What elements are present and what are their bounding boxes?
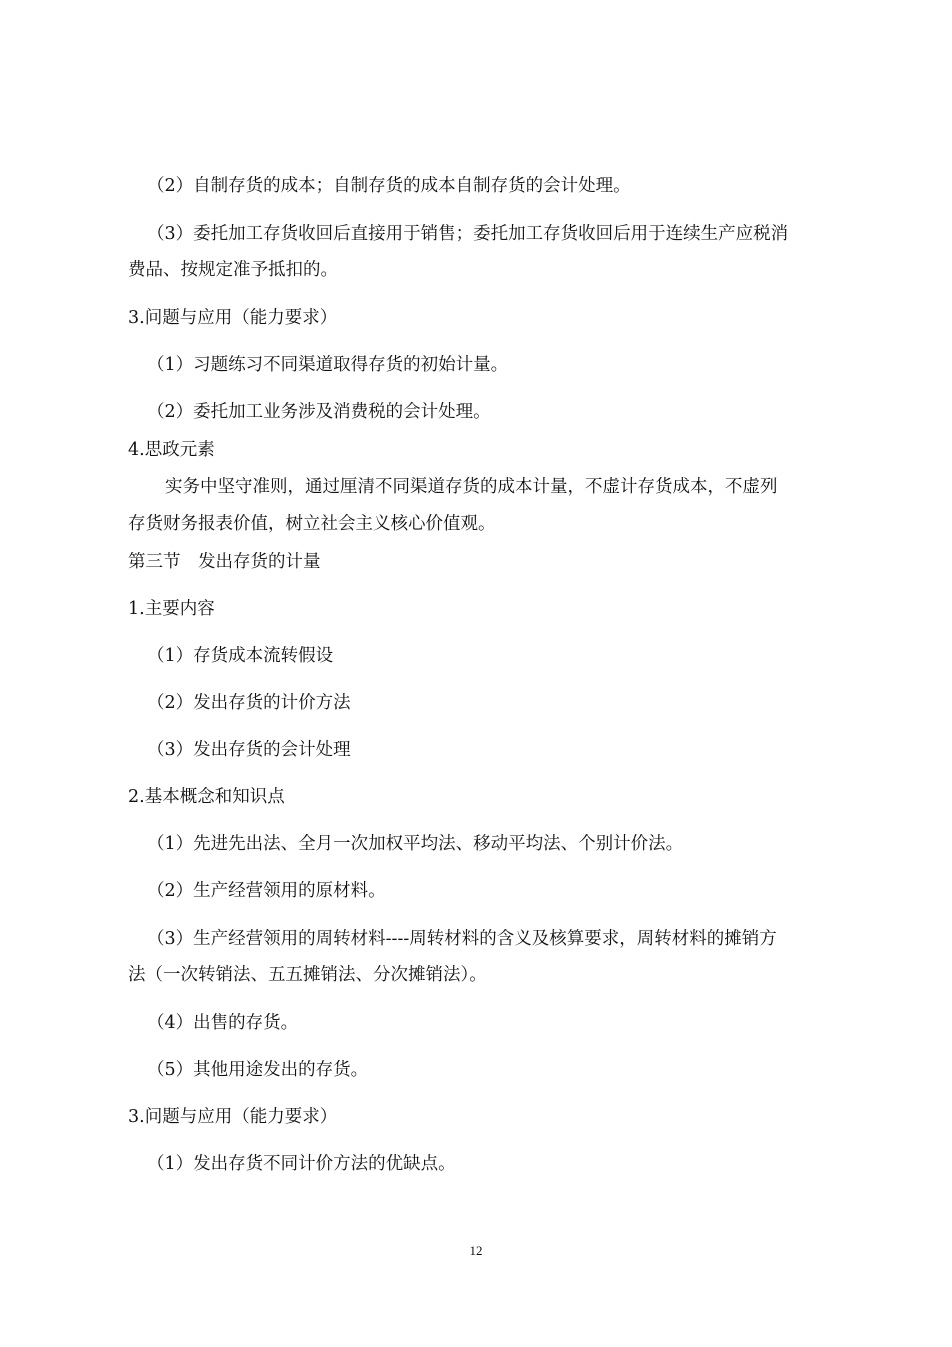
list-item: （2）自制存货的成本；自制存货的成本自制存货的会计处理。 <box>147 176 631 196</box>
list-item: （1）存货成本流转假设 <box>147 646 334 666</box>
paragraph-line: 实务中坚守准则，通过厘清不同渠道存货的成本计量，不虚计存货成本，不虚列 <box>165 477 778 497</box>
list-item: （5）其他用途发出的存货。 <box>147 1060 369 1080</box>
chapter-section-title: 第三节 发出存货的计量 <box>128 552 321 572</box>
list-item: （3）委托加工存货收回后直接用于销售；委托加工存货收回后用于连续生产应税消 <box>147 224 789 244</box>
list-item-continuation: 费品、按规定准予抵扣的。 <box>128 260 338 280</box>
list-item: （2）发出存货的计价方法 <box>147 693 351 713</box>
section-heading: 1.主要内容 <box>128 599 215 619</box>
list-item: （3）生产经营领用的周转材料----周转材料的含义及核算要求，周转材料的摊销方 <box>147 929 777 949</box>
page-number: 12 <box>469 1243 483 1258</box>
list-item: （1）发出存货不同计价方法的优缺点。 <box>147 1154 456 1174</box>
section-heading: 3.问题与应用（能力要求） <box>128 308 338 328</box>
section-heading: 4.思政元素 <box>128 440 215 460</box>
list-item: （3）发出存货的会计处理 <box>147 740 351 760</box>
list-item: （2）生产经营领用的原材料。 <box>147 881 386 901</box>
list-item-continuation: 法（一次转销法、五五摊销法、分次摊销法）。 <box>128 965 487 985</box>
section-heading: 2.基本概念和知识点 <box>128 787 285 807</box>
list-item: （4）出售的存货。 <box>147 1013 299 1033</box>
list-item: （2）委托加工业务涉及消费税的会计处理。 <box>147 402 491 422</box>
section-heading: 3.问题与应用（能力要求） <box>128 1107 338 1127</box>
paragraph-line: 存货财务报表价值，树立社会主义核心价值观。 <box>128 514 496 534</box>
list-item: （1）先进先出法、全月一次加权平均法、移动平均法、个别计价法。 <box>147 834 684 854</box>
list-item: （1）习题练习不同渠道取得存货的初始计量。 <box>147 355 509 375</box>
